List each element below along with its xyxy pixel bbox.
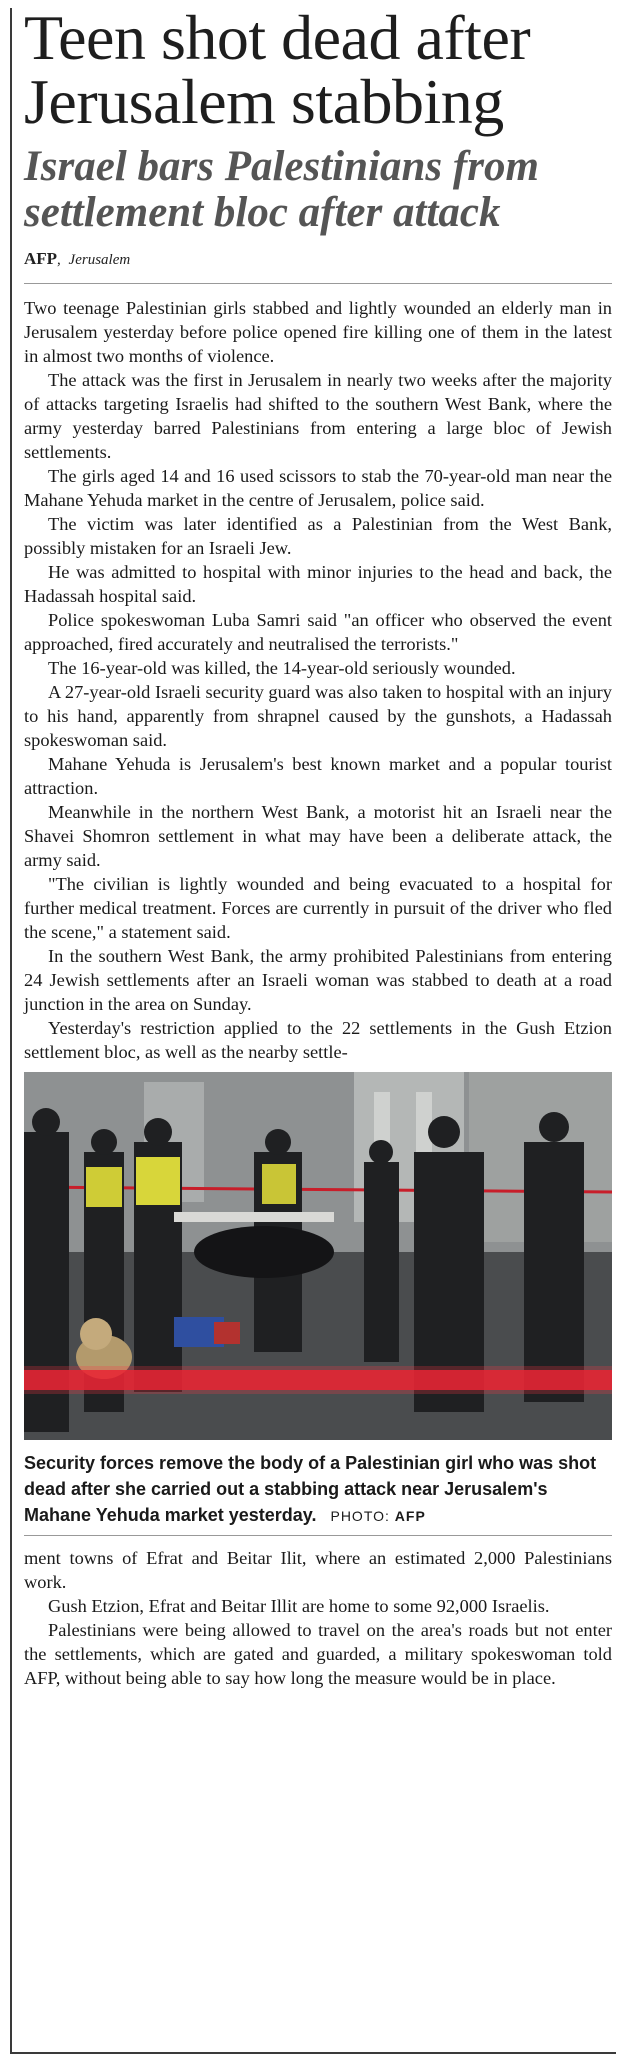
left-column-rule: [10, 8, 12, 2054]
byline-location: Jerusalem: [68, 252, 131, 268]
paragraph: "The civilian is lightly wounded and being evacuated to a hospital for further medical treatment. Forces are currently in pursuit of the driver who fled the scene," a statement said.: [24, 874, 612, 942]
caption-divider: [24, 1535, 612, 1536]
photo-dog-head: [80, 1318, 112, 1350]
paragraph: Two teenage Palestinian girls stabbed and lightly wounded an elderly man in Jerusalem yesterday before police opened fire killing one of them in the latest in almost two months of violence.: [24, 298, 612, 366]
paragraph: Yesterday's restriction applied to the 22 settlements in the Gush Etzion settlement bloc, as well as the nearby settle-: [24, 1018, 612, 1062]
paragraph: Mahane Yehuda is Jerusalem's best known market and a popular tourist attraction.: [24, 754, 612, 798]
photo-credit-label: PHOTO:: [330, 1508, 390, 1524]
bottom-rule: [10, 2052, 616, 2054]
paragraph: ment towns of Efrat and Beitar Ilit, where an estimated 2,000 Palestinians work.: [24, 1548, 612, 1592]
subheadline: Israel bars Palestinians from settlement bloc after attack: [24, 143, 539, 236]
article-body: [24, 296, 612, 1064]
byline-agency: AFP: [24, 249, 58, 268]
paragraph: Gush Etzion, Efrat and Beitar Illit are home to some 92,000 Israelis.: [48, 1596, 550, 1616]
header-divider: [24, 283, 612, 284]
photo-credit: [330, 1508, 425, 1524]
photo-hi-vis-vest: [262, 1164, 296, 1204]
paragraph: The victim was later identified as a Palestinian from the West Bank, possibly mistaken for an Israeli Jew.: [24, 514, 612, 558]
article-body-continued: [24, 1546, 612, 1690]
photo-hi-vis-vest: [86, 1167, 122, 1207]
paragraph: Police spokeswoman Luba Samri said "an officer who observed the event approached, fired accurately and neutralised the terrorists.": [24, 610, 612, 654]
paragraph: The girls aged 14 and 16 used scissors to stab the 70-year-old man near the Mahane Yehuda market in the centre of Jerusalem, police said.: [24, 466, 612, 510]
photo-bag: [214, 1322, 240, 1344]
byline: [24, 250, 612, 269]
paragraph: A 27-year-old Israeli security guard was also taken to hospital with an injury to his hand, apparently from shrapnel caused by the gunshots, a Hadassah spokeswoman said.: [24, 682, 612, 750]
caption-text: Security forces remove the body of a Palestinian girl who was shot dead after she carried out a stabbing attack near Jerusalem's Mahane Yehuda market yesterday.: [24, 1453, 597, 1525]
news-article: [24, 2, 612, 1690]
news-photo: [24, 1072, 612, 1440]
photo-illustration: [24, 1072, 612, 1440]
photo-caption: [24, 1450, 612, 1529]
photo-stretcher: [174, 1212, 334, 1222]
photo-tape-glow: [24, 1366, 612, 1394]
photo-body-bag: [194, 1226, 334, 1278]
paragraph: The attack was the first in Jerusalem in nearly two weeks after the majority of attacks targeting Israelis had shifted to the southern West Bank, where the army yesterday barred Palestinians from entering a large bloc of Jewish settlements.: [24, 370, 612, 462]
photo-hi-vis-vest: [136, 1157, 180, 1205]
photo-credit-agency: AFP: [394, 1508, 426, 1524]
paragraph: Meanwhile in the northern West Bank, a motorist hit an Israeli near the Shavei Shomron settlement in what may have been a deliberate attack, the army said.: [24, 802, 612, 870]
paragraph: Palestinians were being allowed to travel on the area's roads but not enter the settlements, which are gated and guarded, a military spokeswoman told AFP, without being able to say how long the measure would be in place.: [24, 1620, 612, 1688]
paragraph: The 16-year-old was killed, the 14-year-old seriously wounded.: [48, 658, 516, 678]
paragraph: In the southern West Bank, the army prohibited Palestinians from entering 24 Jewish settlements after an Israeli woman was stabbed to death at a road junction in the area on Sunday.: [24, 946, 612, 1014]
byline-separator: ,: [57, 252, 61, 268]
headline: Teen shot dead after Jerusalem stabbing: [24, 2, 531, 137]
paragraph: He was admitted to hospital with minor injuries to the head and back, the Hadassah hospital said.: [24, 562, 612, 606]
